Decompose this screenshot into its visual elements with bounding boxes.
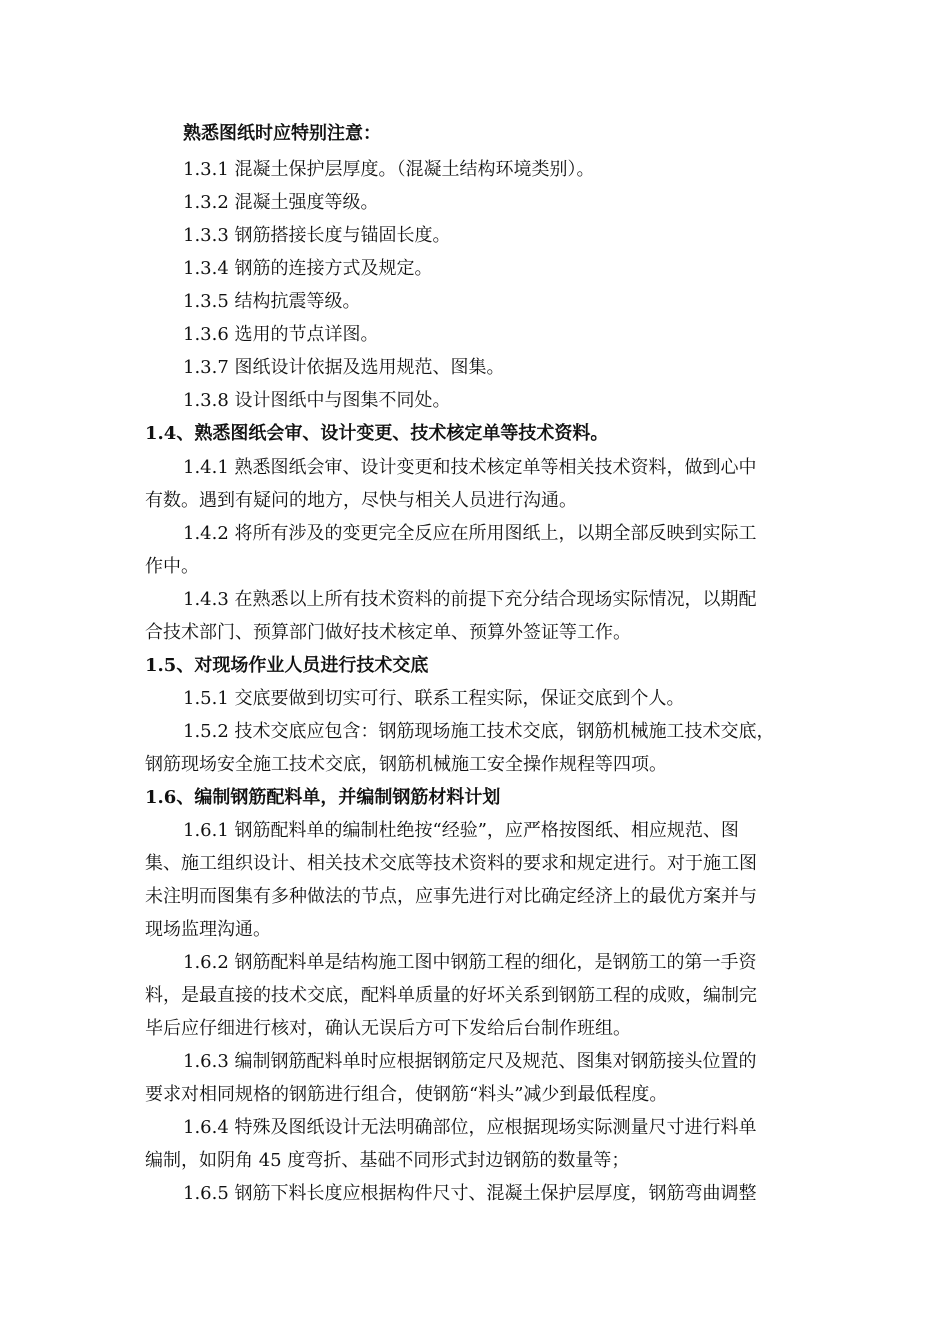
text-line: 合技术部门、预算部门做好技术核定单、预算外签证等工作。 [145, 622, 631, 643]
text-line: 1.3.5 结构抗震等级。 [183, 291, 361, 312]
text-line: 1.3.1 混凝土保护层厚度。（混凝土结构环境类别）。 [183, 159, 595, 180]
text-line: 1.5.1 交底要做到切实可行、联系工程实际，保证交底到个人。 [183, 688, 685, 709]
text-line: 1.5.2 技术交底应包含：钢筋现场施工技术交底，钢筋机械施工技术交底， [183, 721, 775, 742]
text-line: 1.3.3 钢筋搭接长度与锚固长度。 [183, 225, 451, 246]
text-line: 1.6.4 特殊及图纸设计无法明确部位，应根据现场实际测量尺寸进行料单 [183, 1117, 757, 1138]
text-line: 1.3.8 设计图纸中与图集不同处。 [183, 390, 451, 411]
text-line: 1.6.5 钢筋下料长度应根据构件尺寸、混凝土保护层厚度，钢筋弯曲调整 [183, 1183, 757, 1204]
text-line: 编制，如阴角 45 度弯折、基础不同形式封边钢筋的数量等； [145, 1150, 630, 1171]
section-heading-1-6: 1.6、编制钢筋配料单，并编制钢筋材料计划 [145, 787, 501, 808]
text-line: 1.6.1 钢筋配料单的编制杜绝按“经验”，应严格按图纸、相应规范、图 [183, 820, 739, 841]
text-line: 1.3.2 混凝土强度等级。 [183, 192, 379, 213]
text-line: 1.6.3 编制钢筋配料单时应根据钢筋定尺及规范、图集对钢筋接头位置的 [183, 1051, 757, 1072]
text-line: 集、施工组织设计、相关技术交底等技术资料的要求和规定进行。对于施工图 [145, 853, 757, 874]
text-line: 1.4.1 熟悉图纸会审、设计变更和技术核定单等相关技术资料，做到心中 [183, 457, 757, 478]
text-line: 有数。遇到有疑问的地方，尽快与相关人员进行沟通。 [145, 490, 577, 511]
text-line: 1.4.2 将所有涉及的变更完全反应在所用图纸上，以期全部反映到实际工 [183, 523, 757, 544]
text-line: 现场监理沟通。 [145, 919, 271, 940]
text-line: 1.6.2 钢筋配料单是结构施工图中钢筋工程的细化，是钢筋工的第一手资 [183, 952, 757, 973]
section-heading-1-4: 1.4、熟悉图纸会审、设计变更、技术核定单等技术资料。 [145, 423, 609, 444]
text-line: 1.4.3 在熟悉以上所有技术资料的前提下充分结合现场实际情况，以期配 [183, 589, 757, 610]
heading-drawing-notes: 熟悉图纸时应特别注意： [183, 123, 381, 144]
text-line: 1.3.4 钢筋的连接方式及规定。 [183, 258, 433, 279]
text-line: 料，是最直接的技术交底，配料单质量的好坏关系到钢筋工程的成败，编制完 [145, 985, 757, 1006]
text-line: 钢筋现场安全施工技术交底，钢筋机械施工安全操作规程等四项。 [145, 754, 667, 775]
text-line: 毕后应仔细进行核对，确认无误后方可下发给后台制作班组。 [145, 1018, 631, 1039]
section-heading-1-5: 1.5、对现场作业人员进行技术交底 [145, 655, 429, 676]
text-line: 1.3.7 图纸设计依据及选用规范、图集。 [183, 357, 505, 378]
text-line: 要求对相同规格的钢筋进行组合，使钢筋“料头”减少到最低程度。 [145, 1084, 668, 1105]
text-line: 作中。 [145, 556, 199, 577]
text-line: 未注明而图集有多种做法的节点，应事先进行对比确定经济上的最优方案并与 [145, 886, 757, 907]
text-line: 1.3.6 选用的节点详图。 [183, 324, 379, 345]
